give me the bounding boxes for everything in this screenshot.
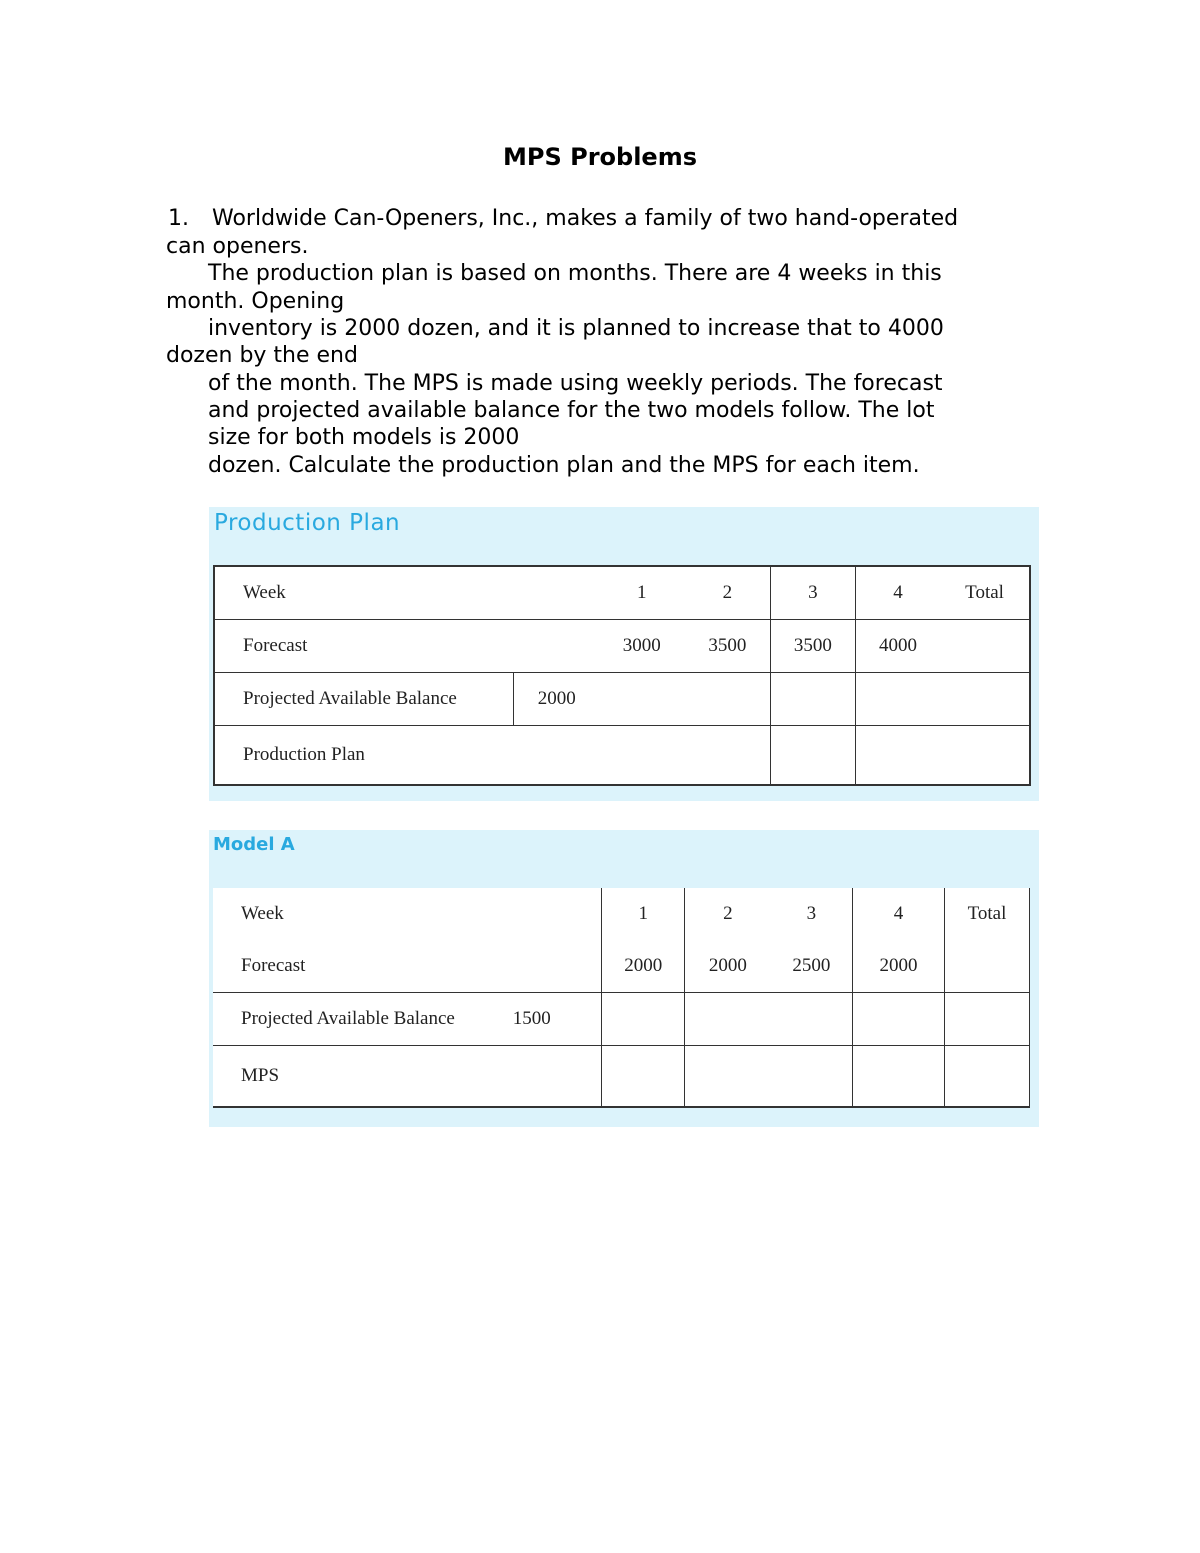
pab-3: [771, 673, 856, 726]
forecast-3: 3500: [771, 620, 856, 673]
forecast-2: 2000: [708, 955, 747, 976]
week-3: 3: [771, 888, 853, 940]
pab-1: [602, 993, 685, 1046]
pab-initial: 2000: [513, 673, 770, 726]
problem-line-2: can openers.: [166, 234, 309, 259]
week-1: 1: [637, 582, 647, 603]
week-4: 4: [853, 888, 945, 940]
plan-4: [855, 726, 1030, 786]
forecast-4: 2000: [853, 940, 945, 993]
problem-line-3: The production plan is based on months. There are 4 weeks in this: [208, 261, 942, 286]
table-row: [214, 566, 1030, 620]
total-label: Total: [945, 888, 1030, 940]
model-a-table: [213, 888, 1030, 1108]
pab-total: [945, 993, 1030, 1046]
mps-4: [853, 1046, 945, 1108]
week-1: 1: [602, 888, 685, 940]
forecast-1: 2000: [602, 940, 685, 993]
week-3: 3: [771, 566, 856, 620]
pab-label: Projected Available Balance: [241, 1008, 455, 1029]
week-2: 2: [723, 903, 733, 924]
production-plan-table: [213, 565, 1031, 786]
pab-2-3: [685, 993, 853, 1046]
total-label: Total: [965, 582, 1004, 603]
problem-line-6: dozen by the end: [166, 343, 358, 368]
forecast-total: [940, 620, 1030, 673]
pab-label: Projected Available Balance: [214, 673, 513, 726]
table-row: [214, 673, 1030, 726]
mps-total: [945, 1046, 1030, 1108]
mps-label: MPS: [213, 1046, 602, 1108]
problem-number: 1.: [168, 206, 189, 231]
forecast-2: 3500: [685, 620, 771, 673]
problem-line-1: Worldwide Can-Openers, Inc., makes a family of two hand-operated: [212, 206, 959, 231]
plan-3: [771, 726, 856, 786]
forecast-total: [945, 940, 1030, 993]
forecast-1: 3000: [622, 635, 661, 656]
table-row: [213, 888, 1030, 940]
page-title: MPS Problems: [502, 143, 697, 171]
table-row: [213, 940, 1030, 993]
pab-4: [853, 993, 945, 1046]
production-plan-label: Production Plan: [214, 726, 771, 786]
forecast-label: Forecast: [213, 940, 602, 993]
week-label: Week: [213, 888, 602, 940]
pab-4: [855, 673, 1030, 726]
forecast-4: 4000: [878, 635, 917, 656]
problem-line-4: month. Opening: [166, 289, 345, 314]
problem-line-9: size for both models is 2000: [208, 425, 520, 450]
pab-initial: 1500: [513, 993, 602, 1046]
forecast-3: 2500: [771, 940, 853, 993]
week-label: Week: [243, 582, 286, 603]
mps-1: [602, 1046, 685, 1108]
table-row: [214, 620, 1030, 673]
production-plan-title: Production Plan: [214, 510, 401, 536]
problem-line-5: inventory is 2000 dozen, and it is planned to increase that to 4000: [208, 316, 944, 341]
forecast-label: Forecast: [243, 635, 308, 656]
table-row: [214, 726, 1030, 786]
table-row: [213, 993, 1030, 1046]
problem-line-10: dozen. Calculate the production plan and the MPS for each item.: [208, 453, 920, 478]
table-row: [213, 1046, 1030, 1108]
problem-line-7: of the month. The MPS is made using weekly periods. The forecast: [208, 371, 943, 396]
problem-line-8: and projected available balance for the two models follow. The lot: [208, 398, 935, 423]
mps-2-3: [685, 1046, 853, 1108]
week-2: 2: [685, 566, 771, 620]
week-4: 4: [893, 582, 903, 603]
model-a-title: Model A: [213, 834, 295, 855]
